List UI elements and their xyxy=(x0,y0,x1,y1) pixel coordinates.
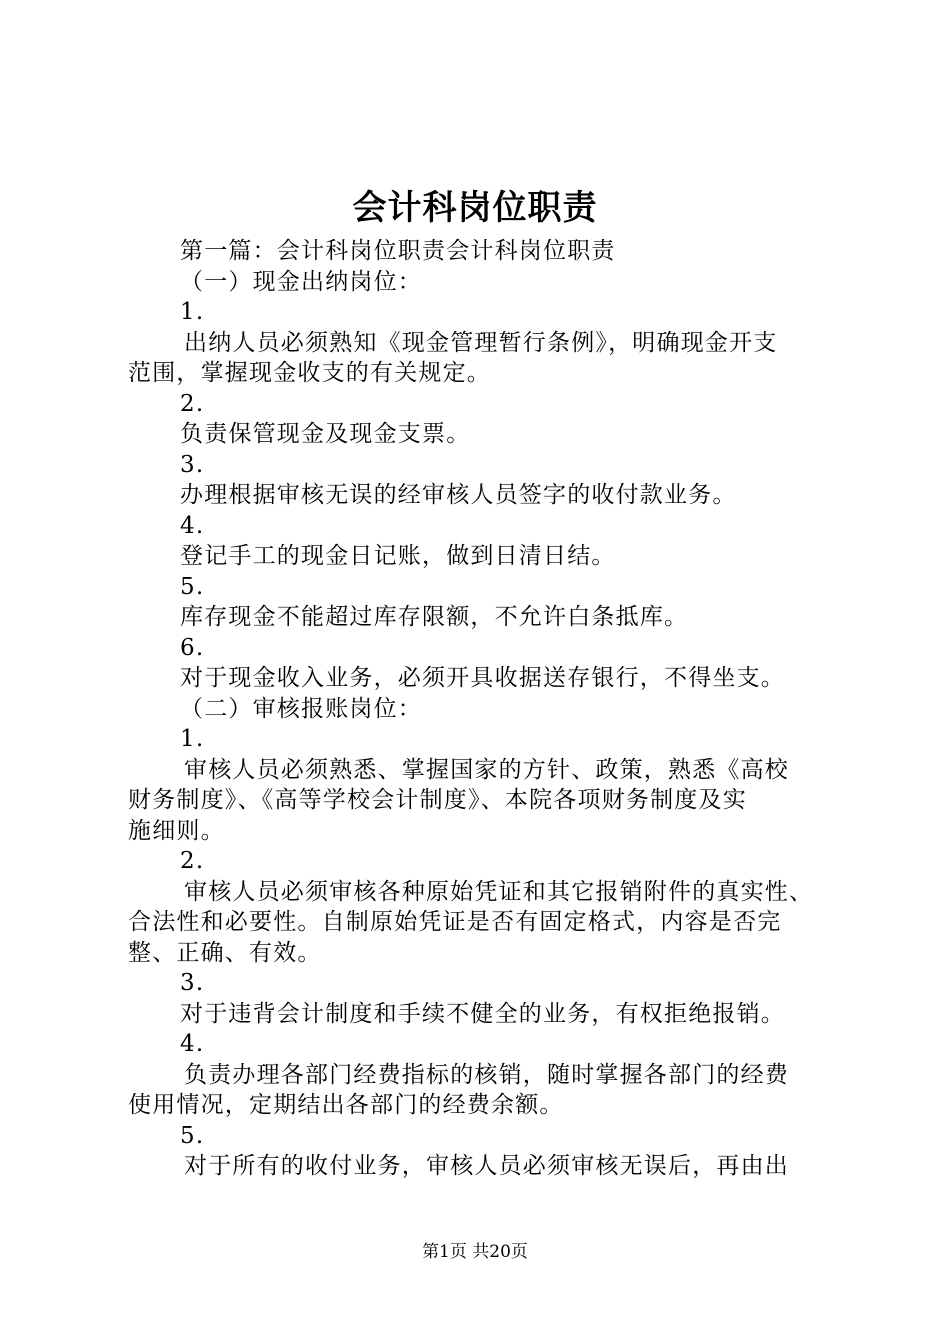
text-line: 第一篇：会计科岗位职责会计科岗位职责 xyxy=(180,238,616,264)
text-line: 审核人员必须审核各种原始凭证和其它报销附件的真实性、 xyxy=(184,878,814,905)
text-line: 办理根据审核无误的经审核人员签字的收付款业务。 xyxy=(180,482,737,508)
text-line: 负责办理各部门经费指标的核销，随时掌握各部门的经费 xyxy=(184,1061,789,1088)
text-line: （一）现金出纳岗位： xyxy=(180,268,422,295)
text-line: 对于所有的收付业务，审核人员必须审核无误后，再由出 xyxy=(184,1153,789,1179)
text-line: 5. xyxy=(180,1122,205,1149)
text-line: 3. xyxy=(180,970,205,996)
text-line: 6. xyxy=(180,634,205,661)
text-line: 合法性和必要性。自制原始凭证是否有固定格式，内容是否完 xyxy=(128,909,782,935)
text-line: 范围，掌握现金收支的有关规定。 xyxy=(128,360,491,386)
text-line: 财务制度》、《高等学校会计制度》、本院各项财务制度及实 xyxy=(128,787,747,813)
text-line: 库存现金不能超过库存限额，不允许白条抵库。 xyxy=(180,604,689,630)
document-title: 会计科岗位职责 xyxy=(352,188,598,228)
text-line: 负责保管现金及现金支票。 xyxy=(180,421,471,447)
text-line: （二）审核报账岗位： xyxy=(180,695,422,722)
text-line: 1. xyxy=(180,299,205,325)
text-line: 对于违背会计制度和手续不健全的业务，有权拒绝报销。 xyxy=(180,1000,785,1027)
text-line: 使用情况，定期结出各部门的经费余额。 xyxy=(128,1092,564,1118)
document-body xyxy=(128,236,836,1182)
text-line: 登记手工的现金日记账，做到日清日结。 xyxy=(180,543,616,569)
text-line: 审核人员必须熟悉、掌握国家的方针、政策，熟悉《高校 xyxy=(184,756,789,783)
page-footer: 第1页 共20页 xyxy=(422,1242,528,1262)
text-line: 施细则。 xyxy=(128,817,225,844)
text-line: 4. xyxy=(180,512,205,539)
text-line: 5. xyxy=(180,573,205,600)
text-line: 整、正确、有效。 xyxy=(128,939,322,966)
text-line: 4. xyxy=(180,1031,205,1057)
text-line: 2. xyxy=(180,390,205,417)
text-line: 1. xyxy=(180,726,205,752)
text-line: 出纳人员必须熟知《现金管理暂行条例》，明确现金开支 xyxy=(184,329,778,356)
text-line: 对于现金收入业务，必须开具收据送存银行，不得坐支。 xyxy=(180,665,785,691)
text-line: 3. xyxy=(180,451,205,478)
text-line: 2. xyxy=(180,848,205,874)
